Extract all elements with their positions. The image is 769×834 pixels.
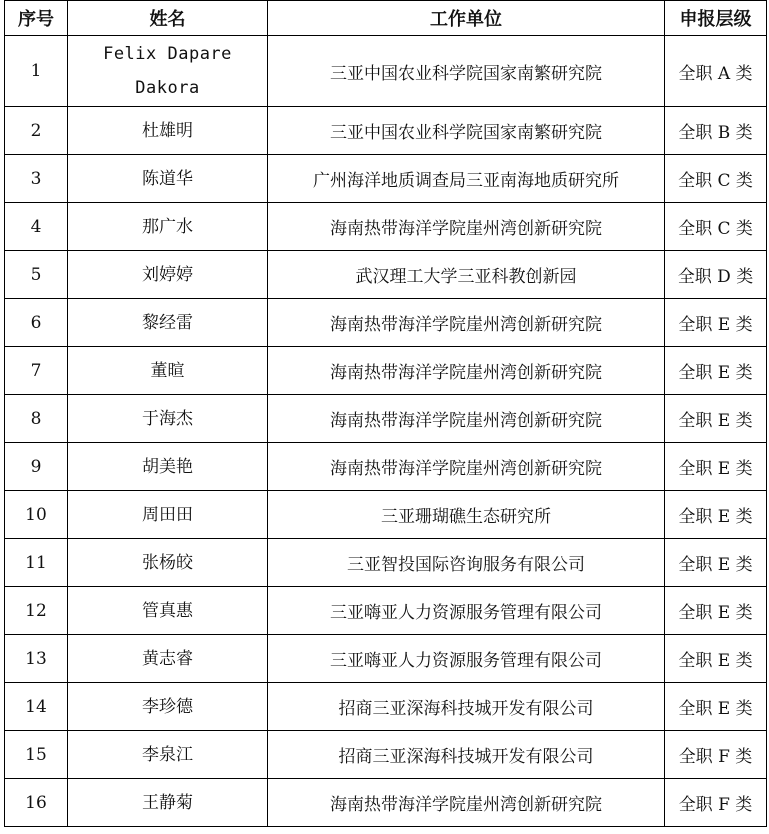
cell-unit: 海南热带海洋学院崖州湾创新研究院 xyxy=(268,443,665,491)
cell-index: 15 xyxy=(5,731,68,779)
table-row xyxy=(5,36,767,107)
cell-index: 8 xyxy=(5,395,68,443)
cell-level: 全职 F 类 xyxy=(665,779,767,827)
table-body xyxy=(5,36,767,827)
cell-name: 杜雄明 xyxy=(68,107,268,155)
cell-level: 全职 E 类 xyxy=(665,395,767,443)
cell-unit: 武汉理工大学三亚科教创新园 xyxy=(268,251,665,299)
cell-unit: 三亚嗨亚人力资源服务管理有限公司 xyxy=(268,587,665,635)
cell-index: 14 xyxy=(5,683,68,731)
cell-index: 1 xyxy=(5,36,68,107)
cell-name: 黎经雷 xyxy=(68,299,268,347)
table-row xyxy=(5,779,767,827)
table-row xyxy=(5,731,767,779)
cell-level: 全职 D 类 xyxy=(665,251,767,299)
table-row xyxy=(5,299,767,347)
cell-name: 刘婷婷 xyxy=(68,251,268,299)
header-name: 姓名 xyxy=(68,1,268,36)
cell-name: 董暄 xyxy=(68,347,268,395)
table-row xyxy=(5,443,767,491)
cell-name: 陈道华 xyxy=(68,155,268,203)
header-level: 申报层级 xyxy=(665,1,767,36)
cell-level: 全职 E 类 xyxy=(665,443,767,491)
table-row xyxy=(5,395,767,443)
cell-unit: 三亚嗨亚人力资源服务管理有限公司 xyxy=(268,635,665,683)
cell-level: 全职 E 类 xyxy=(665,491,767,539)
table-row xyxy=(5,539,767,587)
cell-level: 全职 A 类 xyxy=(665,36,767,107)
cell-unit: 招商三亚深海科技城开发有限公司 xyxy=(268,731,665,779)
cell-index: 3 xyxy=(5,155,68,203)
talent-list-table xyxy=(4,0,767,827)
cell-name: 李泉江 xyxy=(68,731,268,779)
cell-name: 张杨皎 xyxy=(68,539,268,587)
table-row xyxy=(5,203,767,251)
table-row xyxy=(5,587,767,635)
cell-unit: 海南热带海洋学院崖州湾创新研究院 xyxy=(268,395,665,443)
cell-index: 11 xyxy=(5,539,68,587)
header-row xyxy=(5,1,767,36)
cell-index: 5 xyxy=(5,251,68,299)
cell-index: 12 xyxy=(5,587,68,635)
header-index: 序号 xyxy=(5,1,68,36)
cell-index: 4 xyxy=(5,203,68,251)
cell-name: 那广水 xyxy=(68,203,268,251)
cell-name: 周田田 xyxy=(68,491,268,539)
cell-level: 全职 E 类 xyxy=(665,539,767,587)
cell-level: 全职 C 类 xyxy=(665,155,767,203)
table-row xyxy=(5,347,767,395)
cell-index: 10 xyxy=(5,491,68,539)
cell-name: 管真惠 xyxy=(68,587,268,635)
cell-name: 胡美艳 xyxy=(68,443,268,491)
cell-index: 7 xyxy=(5,347,68,395)
cell-index: 13 xyxy=(5,635,68,683)
cell-level: 全职 E 类 xyxy=(665,635,767,683)
cell-level: 全职 E 类 xyxy=(665,683,767,731)
cell-index: 9 xyxy=(5,443,68,491)
cell-level: 全职 C 类 xyxy=(665,203,767,251)
table-row xyxy=(5,155,767,203)
cell-name: 于海杰 xyxy=(68,395,268,443)
cell-name: 李珍德 xyxy=(68,683,268,731)
table-row xyxy=(5,491,767,539)
cell-unit: 海南热带海洋学院崖州湾创新研究院 xyxy=(268,203,665,251)
cell-level: 全职 F 类 xyxy=(665,731,767,779)
table-row xyxy=(5,635,767,683)
table-row xyxy=(5,251,767,299)
cell-level: 全职 B 类 xyxy=(665,107,767,155)
header-unit: 工作单位 xyxy=(268,1,665,36)
cell-unit: 广州海洋地质调查局三亚南海地质研究所 xyxy=(268,155,665,203)
cell-index: 2 xyxy=(5,107,68,155)
cell-unit: 海南热带海洋学院崖州湾创新研究院 xyxy=(268,347,665,395)
cell-level: 全职 E 类 xyxy=(665,587,767,635)
cell-name: Felix Dapare Dakora xyxy=(68,36,268,107)
table-row xyxy=(5,107,767,155)
cell-unit: 三亚中国农业科学院国家南繁研究院 xyxy=(268,107,665,155)
cell-level: 全职 E 类 xyxy=(665,299,767,347)
cell-name: 王静菊 xyxy=(68,779,268,827)
cell-index: 6 xyxy=(5,299,68,347)
cell-index: 16 xyxy=(5,779,68,827)
cell-level: 全职 E 类 xyxy=(665,347,767,395)
cell-name: 黄志睿 xyxy=(68,635,268,683)
cell-unit: 三亚中国农业科学院国家南繁研究院 xyxy=(268,36,665,107)
cell-unit: 招商三亚深海科技城开发有限公司 xyxy=(268,683,665,731)
cell-unit: 三亚珊瑚礁生态研究所 xyxy=(268,491,665,539)
table-row xyxy=(5,683,767,731)
cell-unit: 三亚智投国际咨询服务有限公司 xyxy=(268,539,665,587)
cell-unit: 海南热带海洋学院崖州湾创新研究院 xyxy=(268,299,665,347)
cell-unit: 海南热带海洋学院崖州湾创新研究院 xyxy=(268,779,665,827)
